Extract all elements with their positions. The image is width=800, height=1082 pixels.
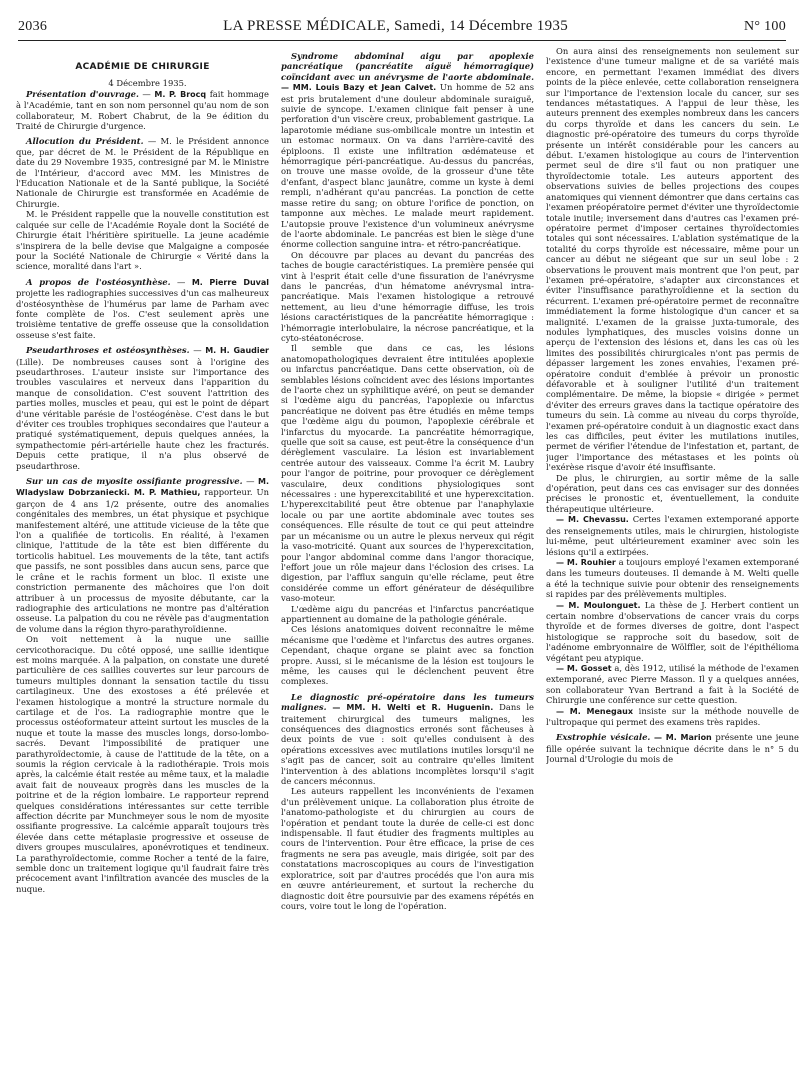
article-heading: Syndrome abdominal aigu par apoplexie pancréatique (pancréatite aiguë hémorragique) coïncidant avec un anévrysme de l'aorte abdominale. [281,51,534,82]
article-text: présente une jeune fille opérée suivant la technique décrite dans le n° 5 du Journal d'Urologie du mois de [546,732,799,765]
article-heading: Sur un cas de myosite ossifiante progressive. [26,476,243,487]
article-author: — M. Rouhier [556,557,616,567]
article-text: Les auteurs rappellent les inconvénients de l'examen d'un prélèvement unique. La collaboration plus étroite de l'anatomo-pathologiste et du chirurgien au cours de l'opération et pendant toute la durée de celle-ci est donc indispensable. Il faut étudier des fragments multiples au cours de l'intervention. Pour être efficace, la prise de ces fragments ne sera pas aveugle, mais dirigée, soit par des constatations macroscopiques au cours de l'investigation exploratrice, soit par d'autres procédés que l'on aura mis en œuvre antérieurement, et surtout la recherche du diagnostic doit être poursuivie par des examens répétés en cours, voire tout le long de l'opération. [281,786,534,911]
article-text: Certes l'examen extemporané apporte des renseignements utiles, mais le chirurgien, histologiste lui-même, peut ultérieurement examiner avec soin les lésions qu'il a extirpées. [546,514,799,557]
article-text: De plus, le chirurgien, au sortir même de la salle d'opération, peut dans ces cas envisager sur des données précises le pronostic et, éventuellement, la conduite thérapeutique ultérieure. [546,472,799,514]
article-allocution [16,136,269,209]
article-diagnostic [281,692,534,787]
article-author: — M. Gosset [556,663,612,673]
article-heading: Le diagnostic pré-opératoire dans les tumeurs malignes. [281,691,534,713]
article-author: — MM. H. Welti et R. Huguenin. [332,703,494,713]
article-text: — M. le Président annonce que, par décret de M. le Président de la République en date du 29 Novembre 1935, contresigné par M. le Ministre de l'Intérieur, d'accord avec MM. les Ministres de l'Education Nationale et de la Santé publique, la Société Nationale de Chirurgie est transformée en Académie de Chirurgie. [16,136,269,209]
journal-title: LA PRESSE MÉDICALE, Samedi, 14 Décembre 1935 [223,18,569,34]
article-author: — M. Moulonguet. [556,600,641,610]
article-text: On découvre par places au devant du pancréas des taches de bougie caractéristiques. La première pensée qui vint à l'esprit était celle d'une fissuration de l'anévrysme dans le pancréas, d'un hématome anévrysmal intra-pancréatique. Mais l'examen histologique a retrouvé nettement, au lieu d'une hémorragie diffuse, les trois lésions caractéristiques de la pancréatite hémorragique : l'hémorragie interlobulaire, la nécrose pancréatique, et la cyto-stéatonécrose. [281,249,534,343]
article-heading: Pseudarthroses et ostéosynthèses. [26,345,190,356]
article-author: M. Pierre Duval [191,277,269,287]
article-moulonguet [546,600,799,663]
article-heading: Présentation d'ouvrage. [26,88,139,99]
article-text: On voit nettement à la nuque une saillie cervicothoracique. Du côté opposé, une saillie identique est moins marquée. A la palpation, on constate une dureté particulière de ces saillies couvertes sur leur parcours de tumeurs multiples donnant la sensation tactile du tissu cartilagineux. Une des exostoses a été prélevée et l'examen histologique a montré la structure normale du cartilage et de l'os. La radiographie montre que le processus ostéoformateur atteint surtout les muscles de la nuque et toute la masse des muscles longs, dorso-lombo-sacrés. Devant l'impossibilité de pratiquer une parathyroïdectomie, à cause de l'attitude de la tête, on a soumis la région cervicale à la radiothérapie. Trois mois après, la calcémie était restée au même taux, et la maladie avait fait de nouveaux progrès dans les muscles de la poitrine et de la région lombaire. Le rapporteur reprend quelques considérations intéressantes sur cette terrible affection décrite par Munchmeyer sous le nom de myosite ossifiante progressive. La calcémie apparaît toujours très élevée dans cette métaplasie progressive et osseuse de divers groupes musculaires, aponévrotiques et tendineux. La parathyroïdectomie, comme Rocher a tenté de la faire, semble donc un traitement logique qu'il faudrait faire très précocement avant l'infiltration avancée des muscles de la nuque. [16,634,269,894]
article-author: — M. Menegaux [556,706,633,716]
article-presentation: Présentation d'ouvrage. — M. P. Brocq fait hommage à l'Académie, tant en son nom personnel qu'au nom de son collaborateur, M. Robert Chabrut, de la 9e édition du Traité de Chirurgie d'urgence. [16,88,269,132]
article-author: — M. Chevassu. [556,515,629,525]
section-title: ACADÉMIE DE CHIRURGIE [75,62,210,72]
article-text: (Lille). De nombreuses causes sont à l'origine des pseudarthroses. L'auteur insiste sur l'importance des troubles vasculaires et nerveux dans l'apparition du manque de consolidation. C'est souvent l'attrition des parties molles, muscles et peau, qui est le point de départ d'une véritable parésie de l'ostéogénèse. C'est dans le but d'éviter ces troubles trophiques secondaires que l'auteur a pratiqué systématiquement, depuis quelques années, la sympathectomie péri-artérielle haute chez les fracturés. Depuis cette pratique, il n'a plus observé de pseudarthrose. [16,356,269,471]
article-text: M. le Président rappelle que la nouvelle constitution est calquée sur celle de l'Académie Royale dont la Société de Chirurgie était l'héritière spirituelle. La jeune académie s'inspirera de la belle devise que Malgaigne a composée pour la Société Nationale de Chirurgie « Vérité dans la science, moralité dans l'art ». [16,209,269,272]
article-text: On aura ainsi des renseignements non seulement sur l'existence d'une tumeur maligne et de sa variété mais encore, en permettant l'examen immédiat des divers points de la pièce enlevée, cette collaboration renseignera sur l'importance de l'extension locale du cancer, sur ses tendances métastatiques. A l'appui de leur thèse, les auteurs prennent des exemples nombreux dans les cancers du corps thyroïde et dans les cancers du sein. Le diagnostic pré-opératoire des tumeurs du corps thyroïde présente un intérêt considérable pour les cancers au début. L'examen histologique au cours de l'intervention permet seul de dire s'il faut ou non pratiquer une thyroïdectomie totale. Les auteurs apportent des observations suivies de belles projections des coupes anatomiques qui viennent démontrer que dans certains cas l'examen préopératoire permet d'éviter une thyroïdectomie totale inutile; inversement dans d'autres cas l'examen pré-opératoire permet d'imposer certaines thyroïdectomies totales qui sont nécessaires. L'ablation systématique de la totalité du corps thyroïde est nécessaire, même pour un cancer au début ne siégeant que sur un seul lobe : 2 observations le prouvent mais montrent que l'on peut, par l'examen pré-opératoire, s'adapter aux circonstances et éviter l'insuffisance parathyroïdienne et la section du récurrent. L'examen pré-opératoire permet de reconnaître immédiatement la forme histologique d'un cancer et sa malignité. L'examen de la graisse juxta-tumorale, des nodules lymphatiques, des muscles voisins donne un aperçu de l'extension des lésions et, dans les cas où les limites des possibilités chirurgicales n'ont pas permis de dépasser largement les zones envahies, l'examen pré-opératoire conduit d'emblée à prévoir un pronostic défavorable et à souligner l'utilité d'un traitement complémentaire. De même, la biopsie « dirigée » permet d'éviter des erreurs graves dans la tactique opératoire des tumeurs du sein. Là comme au niveau du corps thyroïde, l'examen pré-opératoire conduit à un diagnostic exact dans les cas difficiles, peut éviter les mutilations inutiles, permet de vérifier l'étendue de l'infestation et, partant, de juger l'importance des métastases et les points où l'exérèse risque d'avoir été insuffisante. [546,46,799,473]
column-3 [546,46,799,1076]
running-header [18,18,786,40]
article-text: fait hommage à l'Académie, tant en son nom personnel qu'au nom de son collaborateur, M. Robert Chabrut, de la 9e édition du Traité de Chirurgie d'urgence. [16,88,269,132]
article-heading: Exstrophie vésicale. [556,732,651,743]
article-text: insiste sur la méthode nouvelle de l'ultropaque qui permet des examens très rapides. [546,705,799,727]
article-author: M. H. Gaudier [205,346,269,356]
article-gosset [546,663,799,706]
article-author: — M. Marion [654,733,712,743]
article-author: — MM. Louis Bazy et Jean Calvet. [281,83,437,93]
article-author: M. P. Brocq [154,89,207,99]
article-author: M. Wladyslaw Dobrzaniecki. M. P. Mathieu, [16,477,269,498]
article-rouhier [546,557,799,600]
article-text: a toujours employé l'examen extemporané dans les tumeurs douteuses. Il demande à M. Welti quelle a été la technique suivie pour obtenir des renseignements si rapides par des prélèvements multiples. [546,556,799,600]
column-2 [281,46,534,1076]
article-heading: A propos de l'ostéosynthèse. [26,276,171,287]
article-text: Ces lésions anatomiques doivent reconnaître le même mécanisme que l'œdème et l'infarctus des autres organes. Cependant, chaque organe se plaint avec sa fonction propre. Aussi, si le mécanisme de la lésion est toujours le même, les causes qui le déclenchent peuvent être complexes. [281,624,534,687]
article-syndrome-abdominal [281,51,534,250]
article-text: La thèse de J. Herbert contient un certain nombre d'observations de cancer vrais du corps thyroïde et de formes diverses de goitre, dont l'aspect histologique se rapproche soit du basedow, soit de l'adénome embryonnaire de Wölffler, soit de l'épithélioma végétant peu atypique. [546,599,799,663]
article-pseudarthroses: Pseudarthroses et ostéosynthèses. — M. H. Gaudier (Lille). De nombreuses causes sont à l'origine des pseudarthroses. L'auteur insiste sur l'importance des troubles vasculaires et nerveux dans l'apparition du manque de consolidation. C'est souvent l'attrition des parties molles, muscles et peau, qui est le point de départ d'une véritable parésie de l'ostéogénèse. C'est dans le but d'éviter ces troubles trophiques secondaires que l'auteur a pratiqué systématiquement, depuis quelques années, la sympathectomie péri-artérielle haute chez les fracturés. Depuis cette pratique, il n'a plus observé de pseudarthrose. [16,345,269,471]
article-text: rapporteur. Un garçon de 4 ans 1/2 présente, outre des anomalies congénitales des membres, un état physique et psychique manifestement altéré, une attitude vicieuse de la tête que l'on a qualifiée de torticolis. En réalité, à l'examen clinique, l'attitude de la tête est bien différente du torticolis habituel. Les mouvements de la tête, tant actifs que passifs, ne sont possibles dans aucun sens, parce que le crâne et le rachis forment un bloc. Il existe une constriction permanente des mâchoires que l'on doit attribuer à un processus de myosite débutante, car la radiographie des articulations ne montre pas d'altération osseuse. La palpation du cou ne révèle pas d'augmentation de volume dans la région thyro-parathyroïdienne. [16,487,269,634]
session-date: 4 Décembre 1935. [108,78,187,89]
article-menegaux [546,706,799,728]
issue-number: N° 100 [743,19,786,34]
column-1 [16,46,269,1076]
article-myosite: Sur un cas de myosite ossifiante progressive. — M. Wladyslaw Dobrzaniecki. M. P. Mathieu, rapporteur. Un garçon de 4 ans 1/2 présente, outre des anomalies congénitales des membres, un état physique et psychique manifestement altéré, une attitude vicieuse de la tête que l'on a qualifiée de torticolis. En réalité, à l'examen clinique, l'attitude de la tête est bien différente du torticolis habituel. Les mouvements de la tête, tant actifs que passifs, ne sont possibles dans aucun sens, parce que le crâne et le rachis forment un bloc. Il existe une constriction permanente des mâchoires que l'on doit attribuer à un processus de myosite débutante, car la radiographie des articulations ne montre pas d'altération osseuse. La palpation du cou ne révèle pas d'augmentation de volume dans la région thyro-parathyroïdienne. [16,476,269,634]
article-heading: Allocution du Président. [26,136,144,147]
page-number: 2036 [18,19,48,34]
article-text: L'œdème aigu du pancréas et l'infarctus pancréatique appartiennent au domaine de la pathologie générale. [281,603,534,624]
article-exstrophie [546,732,799,764]
article-text: Il semble que dans ce cas, les lésions anatomopathologiques devraient être intitulées apoplexie ou infarctus pancréatique. Dans cette observation, où de semblables lésions coïncident avec des lésions importantes de l'aorte chez un syphilitique avéré, on peut se demander si l'œdème aigu du pancréas, l'apoplexie ou infarctus pancréatique ne doivent pas être étudiés en même temps que l'œdème aigu du poumon, l'apoplexie cérébrale et l'infarctus du myocarde. La pancréatite hémorragique, quelle que soit sa cause, est peut-être la conséquence d'un dérèglement vasculaire. La lésion est invariablement centrée autour des vaisseaux. Comme l'a écrit M. Laubry pour l'angor de poitrine, pour provoquer ce dérèglement vasculaire, deux conditions physiologiques sont nécessaires : une hyperexcitabilité et une hyperexcitation. L'hyperexcitabilité peut être obtenue par l'anaphylaxie locale ou par une aortite abdominale avec toutes ses conséquences. Elle résulte de tout ce qui peut atteindre par un mécanisme ou un autre le plexus nerveux qui régit la vaso-motricité. Quant aux sources de l'hyperexcitation, pour l'angor abdominal comme dans l'angor thoracique, l'effort joue un rôle majeur dans l'éclosion des crises. La digestion, par l'afflux sanguin qu'elle réclame, peut être considérée comme un effort générateur de déséquilibre vaso-moteur. [281,343,534,604]
header-rule [18,40,786,41]
article-text: Dans le traitement chirurgical des tumeurs malignes, les conséquences des diagnostics erronés sont fâcheuses à deux points de vue : soit qu'elles conduisent à des opérations excessives avec mutilations inutiles lorsqu'il ne s'agit pas de cancer, soit au contraire qu'elles limitent l'intervention à des ablations incomplètes lorsqu'il s'agit de cancers méconnus. [281,702,534,787]
article-chevassu [546,514,799,557]
article-text: Un homme de 52 ans est pris brutalement d'une douleur abdominale suraiguë, suivie de syncope. L'examen clinique fait penser à une perforation d'un viscère creux, probablement gastrique. La laparotomie médiane sus-ombilicale montre un intestin et un estomac normaux. On va dans l'arrière-cavité des épiploons. Il existe une infiltration œdémateuse et hémorragique péri-pancréatique. Au-dessus du pancréas, on trouve une masse ovoïde, de la grosseur d'une tête d'enfant, d'aspect blanc jaunâtre, comme un kyste à demi rempli, n'adhérant qu'au pancréas. La ponction de cette masse retire du sang; on obture l'orifice de ponction, on tamponne aux mèches. Le malade meurt rapidement. L'autopsie prouve l'existence d'un volumineux anévrysme de l'aorte abdominale. Le pancréas est bien le siège d'une énorme collection sanguine intra- et rétro-pancréatique. [281,82,534,250]
article-text: a, dès 1912, utilisé la méthode de l'examen extemporané, avec Pierre Masson. Il y a quelques années, son collaborateur Yvan Bertrand a fait à la Société de Chirurgie une conférence sur cette question. [546,662,799,706]
article-osteosynthese: A propos de l'ostéosynthèse. — M. Pierre Duval projette les radiographies successives d'un cas malheureux d'ostéosynthèse de l'humérus par lame de Parham avec fonte complète de l'os. C'est seulement après une troisième tentative de greffe osseuse que la consolidation osseuse s'est faite. [16,276,269,340]
article-text: projette les radiographies successives d'un cas malheureux d'ostéosynthèse de l'humérus par lame de Parham avec fonte complète de l'os. C'est seulement après une troisième tentative de greffe osseuse que la consolidation osseuse s'est faite. [16,288,269,340]
